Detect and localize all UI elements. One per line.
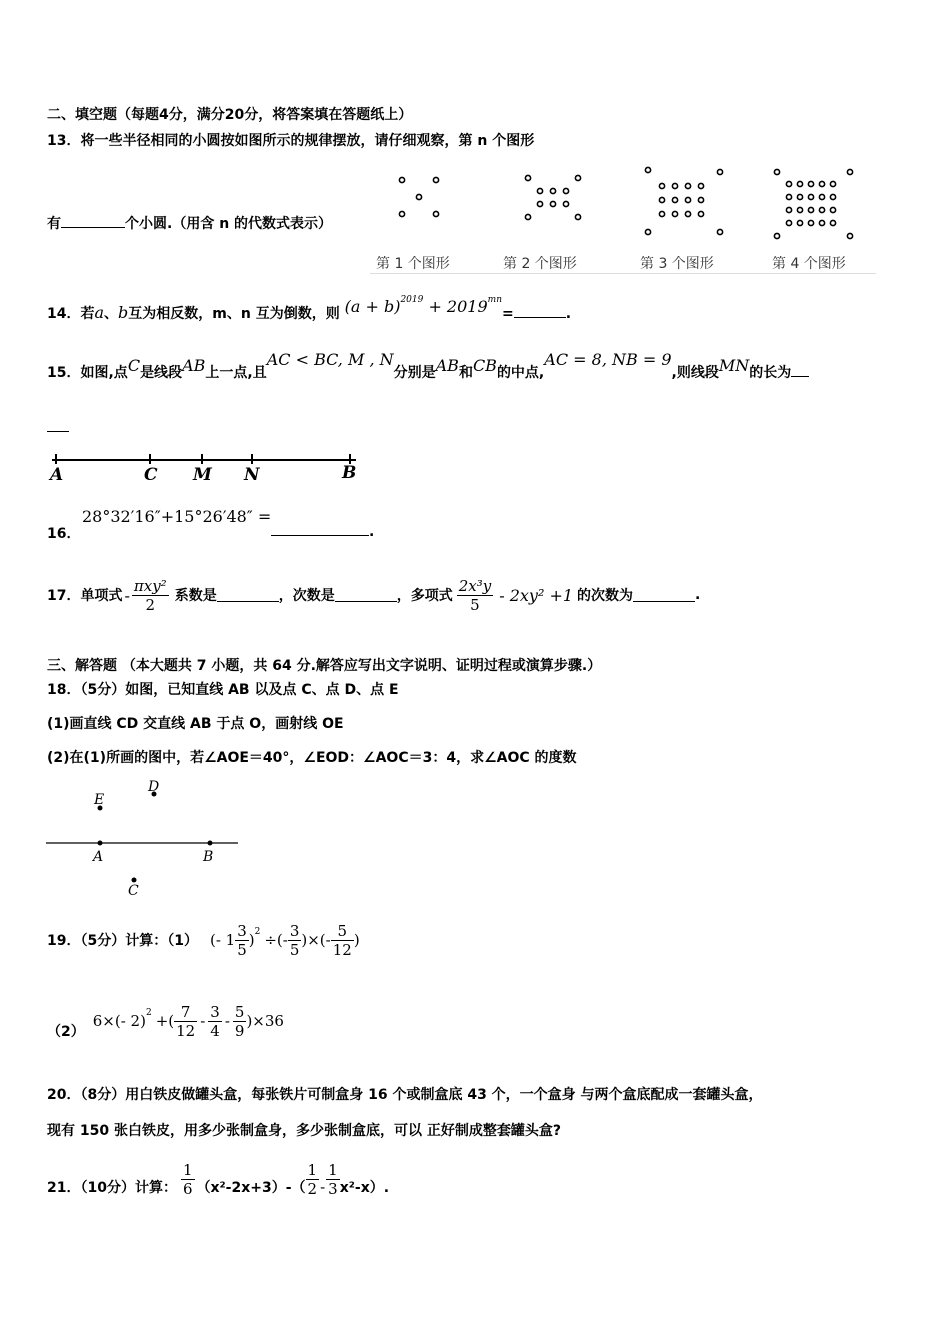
q15-segment-mn: MN: [718, 356, 750, 375]
q17-t2: 系数是: [174, 588, 217, 604]
q19-intro: 19．（5分）计算：（1）: [47, 933, 198, 949]
q14-expression: $(a + b)^{2019} + 2019^{mn}$: [344, 294, 502, 316]
q15-segment-cb: CB: [472, 356, 497, 375]
q15-answer-blank[interactable]: [791, 364, 809, 377]
q15-t5: 和: [458, 365, 473, 381]
q13-line2-post: 个小圆.（用含 n 的代数式表示）: [125, 216, 333, 232]
q17-poly-degree-blank[interactable]: [633, 589, 695, 602]
q19-part1: [47, 918, 360, 962]
q17-neg: -: [124, 585, 130, 605]
q18-line2: (1)画直线 CD 交直线 AB 于点 O，画射线 OE: [47, 716, 344, 732]
q15-label-m: M: [193, 465, 212, 485]
q21-intro: 21．（10分）计算：: [47, 1180, 177, 1196]
q17-number: 17．: [47, 588, 81, 604]
q21-text: [47, 1156, 389, 1202]
q13-answer-blank[interactable]: [61, 215, 125, 228]
q14-t1: 若: [80, 306, 95, 322]
q15-t7: ,则线段: [671, 365, 719, 381]
q18-label-c: C: [128, 883, 139, 899]
q16-end: .: [369, 524, 375, 540]
q13-caption-4: 第 4 个图形: [772, 256, 846, 272]
q17-polynomial-rest: - 2xy² +1: [499, 585, 574, 605]
q15-label-n: N: [244, 465, 260, 485]
section2-heading: 二、填空题（每题4分，满分20分，将答案填在答题纸上）: [47, 107, 413, 123]
q15-label-c: C: [144, 465, 158, 485]
q15-t1: 如图,点: [80, 365, 128, 381]
q18-figure: [44, 776, 244, 902]
q13-caption-2: 第 2 个图形: [503, 256, 577, 272]
pattern-figure-2: [525, 175, 580, 219]
q13-text: [47, 130, 534, 150]
q21-fraction-1: $\frac{1}{6}$: [182, 1160, 193, 1198]
q17-t3: ，次数是: [278, 588, 335, 604]
q14-t2: 互为相反数，m、n 互为倒数，则: [128, 306, 340, 322]
q21-fraction-3: $\frac{1}{3}$: [328, 1160, 338, 1198]
q15-values: AC = 8, NB = 9: [544, 350, 672, 369]
q20-line2: 现有 150 张白铁皮，用多少张制盒身，多少张制盒底，可以 正好制成整套罐头盒?: [47, 1123, 561, 1139]
q15-answer-blank-continued[interactable]: [47, 431, 69, 432]
q15-segment-ab-2: AB: [435, 356, 459, 375]
pattern-figure-4: [774, 169, 852, 238]
q21-fraction-2: $\frac{1}{2}$: [307, 1160, 318, 1198]
q15-number: 15．: [47, 365, 81, 381]
q14-equals: =: [502, 306, 514, 322]
q13-line2-pre: 有: [47, 216, 61, 232]
q13-number: 13．: [47, 133, 81, 149]
q15-text: [47, 350, 809, 382]
q16-expression: 28°32′16″+15°26′48″ =: [82, 507, 272, 526]
q17-t5: 的次数为: [577, 588, 634, 604]
q17-t4: ，多项式: [396, 588, 453, 604]
pattern-figure-3: [645, 167, 722, 234]
q18-line1: 18．（5分）如图，已知直线 AB 以及点 C、点 D、点 E: [47, 682, 399, 698]
q18-label-b: B: [203, 849, 214, 865]
point-b: [208, 841, 213, 846]
q18-line3: (2)在(1)所画的图中，若∠AOE＝40°，∠EOD：∠AOC＝3：4，求∠AOC 的度数: [47, 750, 577, 766]
q16-number: 16．: [47, 526, 81, 542]
q13-figure-divider: [370, 273, 876, 274]
q13-caption-3: 第 3 个图形: [640, 256, 714, 272]
q20-line1: 20．（8分）用白铁皮做罐头盒，每张铁片可制盒身 16 个或制盒底 43 个，一个盒身 与两个盒底配成一套罐头盒，: [47, 1087, 763, 1103]
q18-label-a: A: [93, 849, 104, 865]
section3-heading: 三、解答题 （本大题共 7 小题，共 64 分.解答应写出文字说明、证明过程或演算步骤.）: [47, 658, 602, 674]
point-c: [132, 878, 137, 883]
q19-part2-label: （2）: [47, 1024, 85, 1040]
q21-minus: -: [320, 1178, 326, 1196]
q18-label-e: E: [94, 792, 105, 808]
q16-answer-blank[interactable]: [271, 523, 369, 536]
q18-label-d: D: [148, 779, 160, 795]
q21-part1: （x²-2x+3）-（: [196, 1180, 306, 1196]
q15-label-a: A: [50, 465, 64, 485]
q16-answer: [271, 523, 374, 540]
q17-monomial: $\frac{\text{πxy²}}{2}$: [133, 576, 167, 614]
q21-part2: x²-x）.: [339, 1180, 390, 1196]
q15-point-c: C: [127, 356, 141, 375]
q15-segment-figure: [44, 448, 370, 488]
q13-caption-1: 第 1 个图形: [376, 256, 450, 272]
q15-segment-ab: AB: [182, 356, 206, 375]
q19-part2: [47, 996, 284, 1046]
q14-end: .: [565, 306, 572, 322]
q14-b: b: [118, 303, 129, 322]
q13-stem: 将一些半径相同的小圆按如图所示的规律摆放，请仔细观察，第 n 个图形: [80, 133, 535, 149]
q15-label-b: B: [342, 463, 357, 483]
q15-t2: 是线段: [140, 365, 183, 381]
q14-a: a: [94, 303, 105, 322]
q15-t8: 的长为: [749, 365, 792, 381]
pattern-figure-1: [399, 177, 438, 216]
q17-t1: 单项式: [80, 588, 123, 604]
q17-end: .: [695, 587, 701, 603]
q14-text: [47, 294, 572, 323]
q14-answer-blank[interactable]: [514, 305, 566, 318]
q14-sep: 、: [104, 306, 119, 322]
q17-degree-blank[interactable]: [335, 589, 397, 602]
q13-line2: [47, 213, 332, 233]
q17-coefficient-blank[interactable]: [217, 589, 279, 602]
q17-polynomial-fraction: $\frac{\text{2x³y}}{5}$: [458, 576, 492, 614]
q19-expression-2: 6×(- 2) $^2$ +( $\frac{7}{12}$ - $\frac{3}{4}$ - $\frac{5}{9}$ )×36: [92, 1002, 284, 1040]
q15-condition: AC < BC, M , N: [266, 350, 394, 369]
q17-text: [47, 573, 700, 617]
q15-t3: 上一点,且: [205, 365, 267, 381]
q15-t6: 的中点,: [496, 365, 545, 381]
point-a: [98, 841, 103, 846]
q15-t4: 分别是: [393, 365, 436, 381]
q14-number: 14．: [47, 306, 81, 322]
q19-expression-1: (- 1 $\frac{3}{5}$ ) $^2$ ÷(- $\frac{3}{5}$ )×(- $\frac{5}{12}$ ): [209, 921, 360, 959]
